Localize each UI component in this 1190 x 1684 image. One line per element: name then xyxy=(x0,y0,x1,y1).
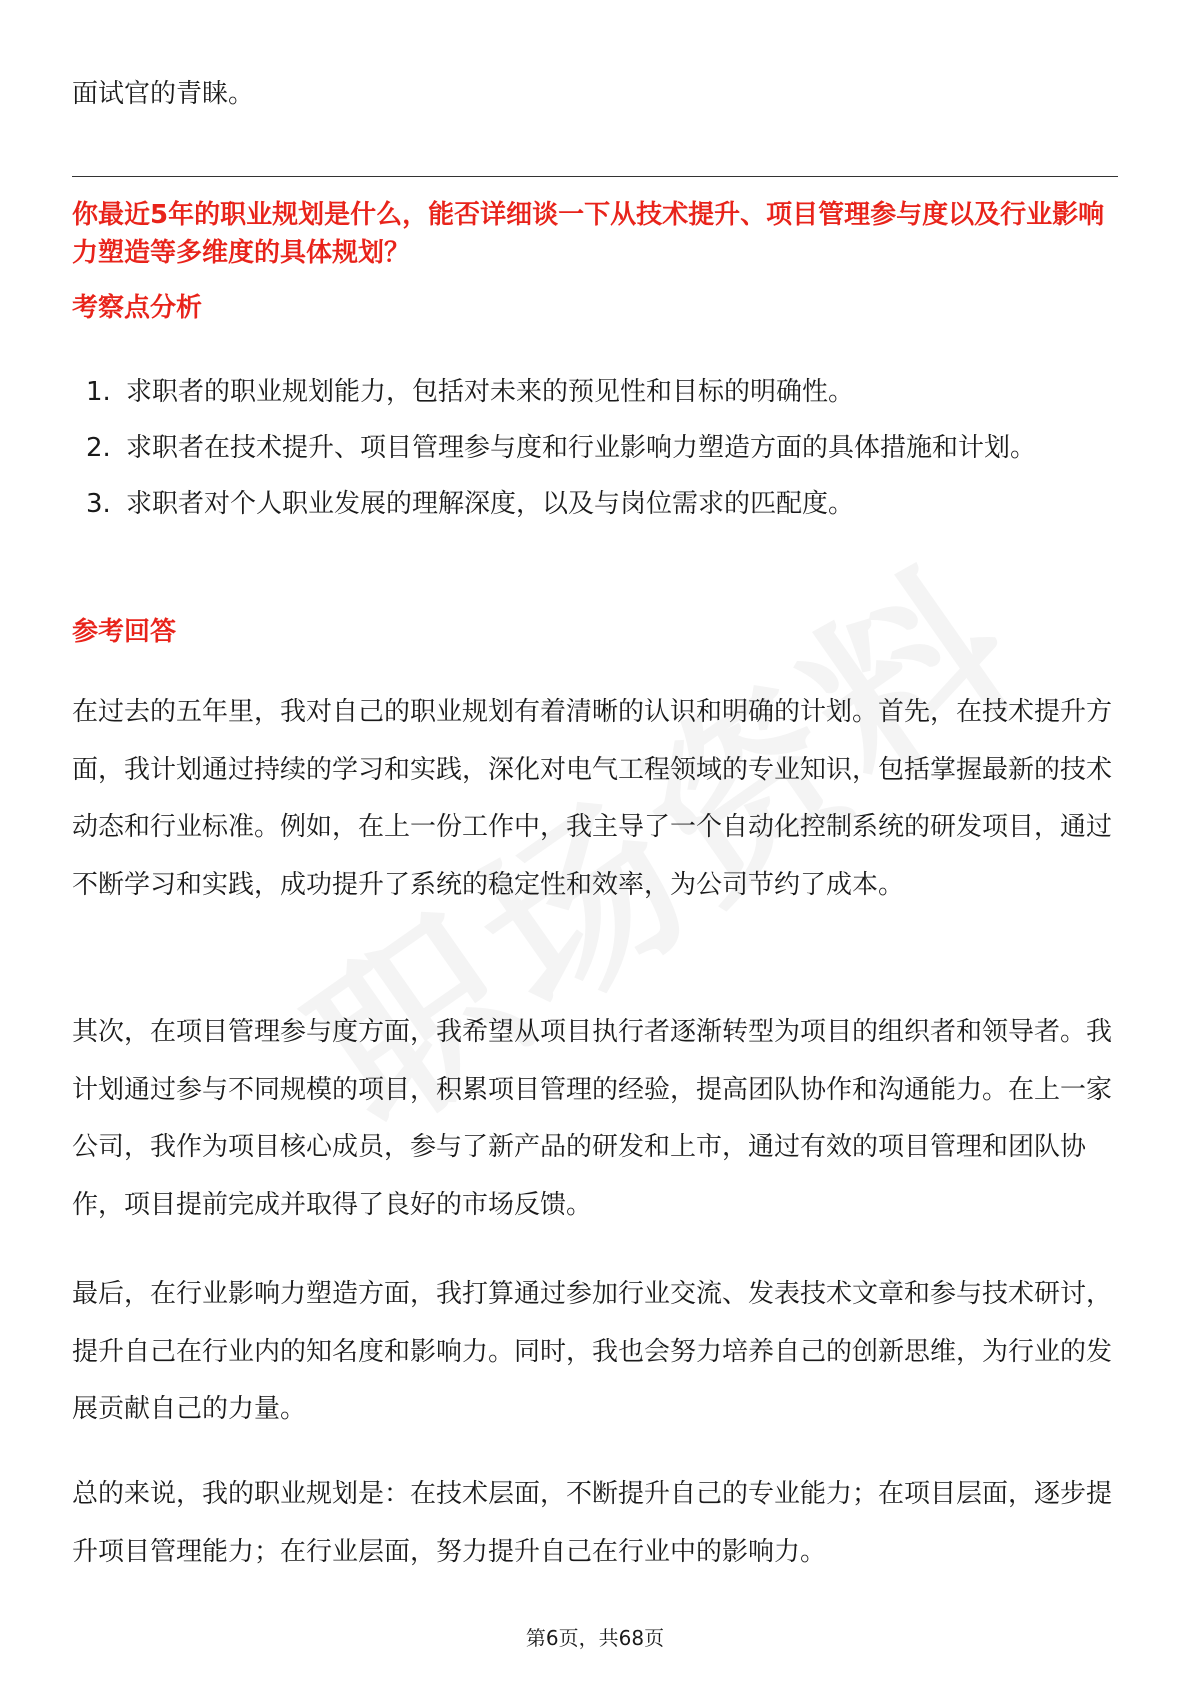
answer-paragraph-block xyxy=(72,684,1118,914)
answer-paragraph: 其次，在项目管理参与度方面，我希望从项目执行者逐渐转型为项目的组织者和领导者。我计划通过参与不同规模的项目，积累项目管理的经验，提高团队协作和沟通能力。在上一家公司，我作为项目核心成员，参与了新产品的研发和上市，通过有效的项目管理和团队协作，项目提前完成并取得了良好的市场反馈。 xyxy=(72,1017,1113,1220)
answer-paragraph-block xyxy=(72,1466,1118,1581)
page-number-footer: 第6页，共68页 xyxy=(525,1626,665,1650)
section-divider xyxy=(72,176,1118,177)
answer-heading: 参考回答 xyxy=(72,617,177,647)
answer-paragraph: 在过去的五年里，我对自己的职业规划有着清晰的认识和明确的计划。首先，在技术提升方面，我计划通过持续的学习和实践，深化对电气工程领域的专业知识，包括掌握最新的技术动态和行业标准。例如，在上一份工作中，我主导了一个自动化控制系统的研发项目，通过不断学习和实践，成功提升了系统的稳定性和效率，为公司节约了成本。 xyxy=(72,697,1113,900)
list-item-number: 1. xyxy=(86,377,111,407)
list-item-number: 3. xyxy=(86,489,111,519)
answer-paragraph-block xyxy=(72,1004,1118,1234)
interview-question: 你最近5年的职业规划是什么，能否详细谈一下从技术提升、项目管理参与度以及行业影响力塑造等多维度的具体规划？ xyxy=(72,200,1105,268)
analysis-heading: 考察点分析 xyxy=(72,293,203,323)
list-item-text: 求职者的职业规划能力，包括对未来的预见性和目标的明确性。 xyxy=(126,377,855,407)
document-page xyxy=(72,0,1118,1684)
list-item-text: 求职者对个人职业发展的理解深度，以及与岗位需求的匹配度。 xyxy=(126,489,855,519)
list-item xyxy=(72,476,1118,532)
answer-paragraph-block xyxy=(72,1266,1118,1439)
lead-text: 面试官的青睐。 xyxy=(72,79,255,109)
answer-paragraph: 总的来说，我的职业规划是：在技术层面，不断提升自己的专业能力；在项目层面，逐步提升项目管理能力；在行业层面，努力提升自己在行业中的影响力。 xyxy=(72,1479,1113,1567)
list-item xyxy=(72,364,1118,420)
list-item-number: 2. xyxy=(86,433,111,463)
list-item-text: 求职者在技术提升、项目管理参与度和行业影响力塑造方面的具体措施和计划。 xyxy=(126,433,1037,463)
analysis-points-list xyxy=(72,364,1118,532)
list-item xyxy=(72,420,1118,476)
answer-paragraph: 最后，在行业影响力塑造方面，我打算通过参加行业交流、发表技术文章和参与技术研讨，提升自己在行业内的知名度和影响力。同时，我也会努力培养自己的创新思维，为行业的发展贡献自己的力量。 xyxy=(72,1279,1113,1424)
